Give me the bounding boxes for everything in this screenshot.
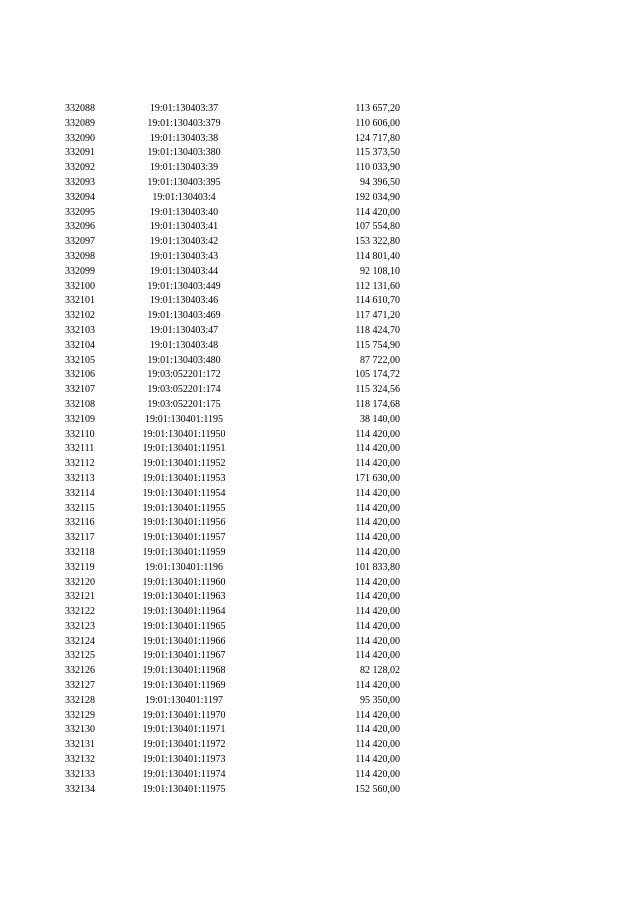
- cadastral-value: 114 420,00: [355, 206, 400, 218]
- cadastral-number: 19:01:130401:11957: [142, 532, 226, 544]
- cadastral-value: 101 833,80: [355, 561, 400, 573]
- cadastral-number: 19:01:130401:11959: [142, 546, 226, 558]
- row-number: 332119: [65, 561, 95, 573]
- cadastral-number: 19:01:130401:11968: [142, 665, 226, 677]
- cadastral-value: 114 420,00: [355, 680, 400, 692]
- table-row: [0, 709, 640, 724]
- cadastral-number: 19:01:130401:11966: [142, 635, 226, 647]
- row-number: 332103: [65, 324, 95, 336]
- cadastral-number: 19:01:130403:39: [149, 162, 219, 174]
- cadastral-number: 19:01:130401:11973: [142, 754, 226, 766]
- table-row: [0, 635, 640, 650]
- row-number: 332124: [65, 635, 95, 647]
- table-row: [0, 576, 640, 591]
- cadastral-number: 19:01:130401:11969: [142, 680, 226, 692]
- table-row: [0, 472, 640, 487]
- cadastral-number: 19:01:130401:1197: [145, 694, 223, 706]
- cadastral-number: 19:01:130401:11972: [142, 739, 226, 751]
- table-row: [0, 723, 640, 738]
- row-number: 332107: [65, 384, 95, 396]
- cadastral-number: 19:01:130401:11964: [142, 606, 226, 618]
- row-number: 332100: [65, 280, 95, 292]
- cadastral-number: 19:01:130403:47: [149, 324, 219, 336]
- table-row: [0, 516, 640, 531]
- cadastral-value: 114 420,00: [355, 576, 400, 588]
- table-row: [0, 561, 640, 576]
- table-row: [0, 220, 640, 235]
- table-row: [0, 354, 640, 369]
- table-body: [0, 102, 640, 797]
- table-row: [0, 235, 640, 250]
- cadastral-value: 114 420,00: [355, 606, 400, 618]
- row-number: 332104: [65, 339, 95, 351]
- cadastral-value: 115 324,56: [355, 384, 400, 396]
- cadastral-value: 171 630,00: [355, 472, 400, 484]
- cadastral-number: 19:03:052201:172: [147, 369, 221, 381]
- row-number: 332117: [65, 532, 95, 544]
- row-number: 332126: [65, 665, 95, 677]
- cadastral-number: 19:01:130401:1196: [145, 561, 223, 573]
- cadastral-value: 114 420,00: [355, 487, 400, 499]
- table-row: [0, 294, 640, 309]
- table-row: [0, 102, 640, 117]
- table-row: [0, 280, 640, 295]
- row-number: 332090: [65, 132, 95, 144]
- table-row: [0, 206, 640, 221]
- row-number: 332115: [65, 502, 95, 514]
- table-row: [0, 502, 640, 517]
- row-number: 332114: [65, 487, 95, 499]
- cadastral-value: 114 420,00: [355, 591, 400, 603]
- cadastral-number: 19:01:130401:11951: [142, 443, 226, 455]
- row-number: 332125: [65, 650, 95, 662]
- cadastral-number: 19:01:130401:11954: [142, 487, 226, 499]
- cadastral-number: 19:01:130401:11950: [142, 428, 226, 440]
- cadastral-value: 115 754,90: [355, 339, 400, 351]
- row-number: 332095: [65, 206, 95, 218]
- row-number: 332110: [65, 428, 95, 440]
- table-row: [0, 679, 640, 694]
- row-number: 332092: [65, 162, 95, 174]
- cadastral-number: 19:03:052201:174: [147, 384, 221, 396]
- cadastral-value: 192 034,90: [355, 191, 400, 203]
- cadastral-value: 114 420,00: [355, 517, 400, 529]
- table-row: [0, 339, 640, 354]
- cadastral-number: 19:01:130403:46: [149, 295, 219, 307]
- cadastral-value: 114 420,00: [355, 546, 400, 558]
- cadastral-value: 107 554,80: [355, 221, 400, 233]
- cadastral-value: 87 722,00: [360, 354, 400, 366]
- cadastral-value: 110 033,90: [355, 162, 400, 174]
- table-row: [0, 694, 640, 709]
- cadastral-value: 113 657,20: [355, 103, 400, 114]
- row-number: 332088: [65, 103, 95, 114]
- row-number: 332096: [65, 221, 95, 233]
- cadastral-value: 114 420,00: [355, 650, 400, 662]
- cadastral-number: 19:01:130401:11970: [142, 709, 226, 721]
- table-row: [0, 161, 640, 176]
- cadastral-value: 117 471,20: [355, 310, 400, 322]
- cadastral-number: 19:01:130403:38: [149, 132, 219, 144]
- table-row: [0, 605, 640, 620]
- table-row: [0, 783, 640, 798]
- cadastral-value: 114 420,00: [355, 754, 400, 766]
- row-number: 332122: [65, 606, 95, 618]
- cadastral-value: 114 420,00: [355, 635, 400, 647]
- table-row: [0, 620, 640, 635]
- table-row: [0, 324, 640, 339]
- cadastral-number: 19:01:130403:4: [152, 191, 216, 203]
- cadastral-number: 19:01:130403:449: [147, 280, 221, 292]
- cadastral-number: 19:01:130401:11953: [142, 472, 226, 484]
- table-row: [0, 146, 640, 161]
- row-number: 332091: [65, 147, 95, 159]
- table-row: [0, 531, 640, 546]
- cadastral-value: 114 420,00: [355, 443, 400, 455]
- cadastral-number: 19:01:130401:11955: [142, 502, 226, 514]
- row-number: 332112: [65, 458, 95, 470]
- cadastral-value: 92 108,10: [360, 265, 400, 277]
- cadastral-value: 114 420,00: [355, 739, 400, 751]
- row-number: 332097: [65, 236, 95, 248]
- row-number: 332130: [65, 724, 95, 736]
- cadastral-number: 19:01:130403:395: [147, 176, 221, 188]
- table-row: [0, 413, 640, 428]
- row-number: 332105: [65, 354, 95, 366]
- cadastral-value: 95 350,00: [360, 694, 400, 706]
- row-number: 332133: [65, 768, 95, 780]
- cadastral-number: 19:01:130401:11967: [142, 650, 226, 662]
- table-row: [0, 191, 640, 206]
- row-number: 332123: [65, 620, 95, 632]
- cadastral-value: 38 140,00: [360, 413, 400, 425]
- cadastral-number: 19:01:130401:11963: [142, 591, 226, 603]
- cadastral-value: 114 420,00: [355, 724, 400, 736]
- row-number: 332111: [65, 443, 95, 455]
- row-number: 332127: [65, 680, 95, 692]
- row-number: 332102: [65, 310, 95, 322]
- table-row: [0, 738, 640, 753]
- table-row: [0, 487, 640, 502]
- row-number: 332094: [65, 191, 95, 203]
- row-number: 332132: [65, 754, 95, 766]
- cadastral-number: 19:03:052201:175: [147, 398, 221, 410]
- cadastral-number: 19:01:130401:1195: [145, 413, 223, 425]
- cadastral-number: 19:01:130401:11971: [142, 724, 226, 736]
- cadastral-number: 19:01:130403:380: [147, 147, 221, 159]
- row-number: 332099: [65, 265, 95, 277]
- table-row: [0, 753, 640, 768]
- row-number: 332098: [65, 250, 95, 262]
- cadastral-value: 114 420,00: [355, 428, 400, 440]
- row-number: 332121: [65, 591, 95, 603]
- cadastral-number: 19:01:130403:40: [149, 206, 219, 218]
- table-row: [0, 768, 640, 783]
- cadastral-value: 114 420,00: [355, 532, 400, 544]
- cadastral-value: 118 424,70: [355, 324, 400, 336]
- cadastral-value: 114 420,00: [355, 768, 400, 780]
- cadastral-number: 19:01:130403:48: [149, 339, 219, 351]
- table-row: [0, 428, 640, 443]
- row-number: 332113: [65, 472, 95, 484]
- table-row: [0, 457, 640, 472]
- table-row: [0, 176, 640, 191]
- cadastral-value: 153 322,80: [355, 236, 400, 248]
- table-row: [0, 590, 640, 605]
- cadastral-value: 118 174,68: [355, 398, 400, 410]
- table-row: [0, 442, 640, 457]
- cadastral-value: 114 420,00: [355, 502, 400, 514]
- row-number: 332106: [65, 369, 95, 381]
- table-row: [0, 309, 640, 324]
- row-number: 332131: [65, 739, 95, 751]
- cadastral-number: 19:01:130401:11956: [142, 517, 226, 529]
- row-number: 332093: [65, 176, 95, 188]
- cadastral-value: 110 606,00: [355, 117, 400, 129]
- table-row: [0, 117, 640, 132]
- cadastral-number: 19:01:130401:11960: [142, 576, 226, 588]
- cadastral-number: 19:01:130403:44: [149, 265, 219, 277]
- row-number: 332101: [65, 295, 95, 307]
- cadastral-value: 114 420,00: [355, 458, 400, 470]
- cadastral-number: 19:01:130401:11965: [142, 620, 226, 632]
- table-row: [0, 664, 640, 679]
- table-row: [0, 368, 640, 383]
- cadastral-number: 19:01:130403:469: [147, 310, 221, 322]
- table-row: [0, 546, 640, 561]
- row-number: 332089: [65, 117, 95, 129]
- row-number: 332108: [65, 398, 95, 410]
- cadastral-number: 19:01:130401:11975: [142, 783, 226, 795]
- cadastral-value: 114 610,70: [355, 295, 400, 307]
- cadastral-value: 114 420,00: [355, 709, 400, 721]
- cadastral-number: 19:01:130403:41: [149, 221, 219, 233]
- cadastral-value: 105 174,72: [355, 369, 400, 381]
- cadastral-number: 19:01:130403:37: [149, 103, 219, 114]
- cadastral-value: 124 717,80: [355, 132, 400, 144]
- cadastral-value: 114 801,40: [355, 250, 400, 262]
- table-row: [0, 649, 640, 664]
- cadastral-value: 94 396,50: [360, 176, 400, 188]
- row-number: 332109: [65, 413, 95, 425]
- cadastral-value: 112 131,60: [355, 280, 400, 292]
- row-number: 332129: [65, 709, 95, 721]
- cadastral-value: 82 128,02: [360, 665, 400, 677]
- table-row: [0, 265, 640, 280]
- cadastral-value: 152 560,00: [355, 783, 400, 795]
- row-number: 332128: [65, 694, 95, 706]
- cadastral-number: 19:01:130403:42: [149, 236, 219, 248]
- table-row: [0, 132, 640, 147]
- row-number: 332116: [65, 517, 95, 529]
- cadastral-number: 19:01:130403:379: [147, 117, 221, 129]
- cadastral-number: 19:01:130401:11974: [142, 768, 226, 780]
- table-row: [0, 250, 640, 265]
- cadastral-number: 19:01:130401:11952: [142, 458, 226, 470]
- row-number: 332120: [65, 576, 95, 588]
- cadastral-number: 19:01:130403:480: [147, 354, 221, 366]
- cadastral-number: 19:01:130403:43: [149, 250, 219, 262]
- table-row: [0, 383, 640, 398]
- row-number: 332134: [65, 783, 95, 795]
- row-number: 332118: [65, 546, 95, 558]
- table-row: [0, 398, 640, 413]
- cadastral-value: 114 420,00: [355, 620, 400, 632]
- cadastral-value: 115 373,50: [355, 147, 400, 159]
